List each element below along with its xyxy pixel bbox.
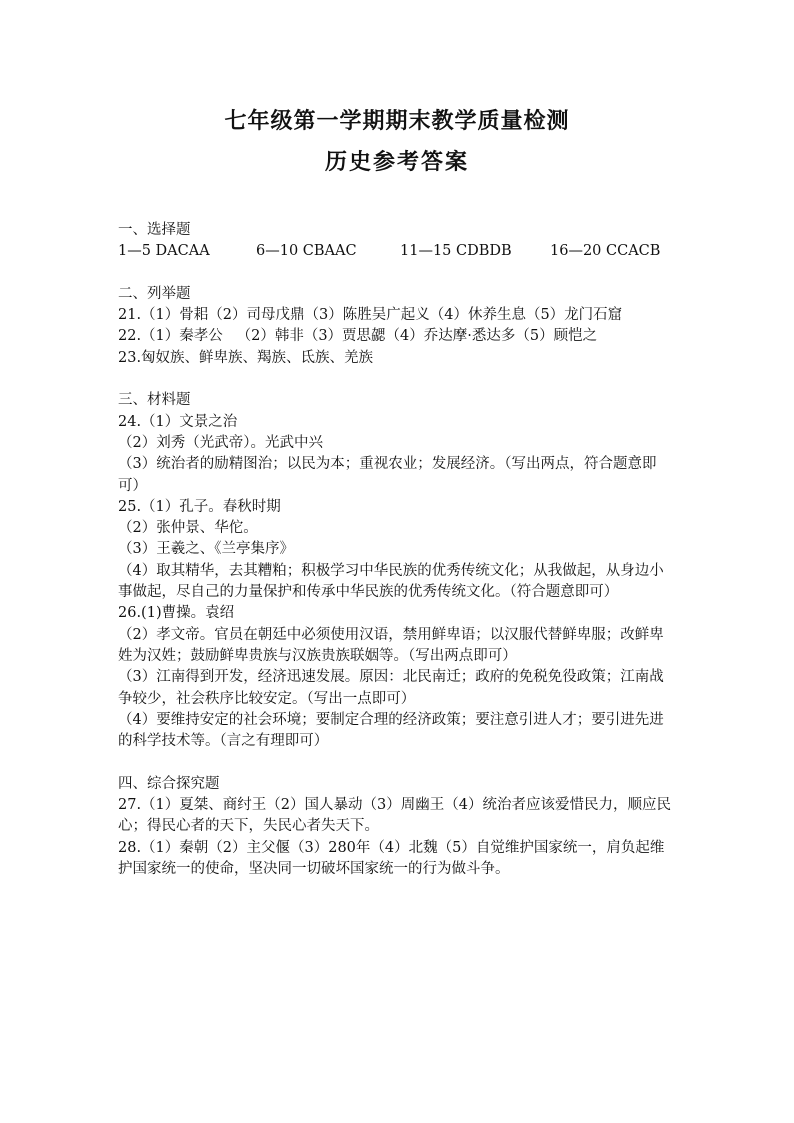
choice-answers-row [118,241,678,262]
answer-body [118,220,678,880]
choice-group-1: 1—5 DACAA [118,243,210,260]
answer-q28: 28.（1）秦朝（2）主父偃（3）280年（4）北魏（5）自觉维护国家统一，肩负起维护国家统一的使命，坚决同一切破坏国家统一的行为做斗争。 [118,839,665,877]
choice-group-4: 16—20 CCACB [550,243,661,260]
document-title: 七年级第一学期期末教学质量检测 [224,108,570,134]
answer-q24-part2: （2）刘秀（光武帝）。光武中兴 [118,434,323,451]
section-heading-material: 三、材料题 [118,392,191,409]
answer-q26-part2: （2）孝文帝。官员在朝廷中必须使用汉语，禁用鲜卑语；以汉服代替鲜卑服；改鲜卑姓为汉姓；鼓励鲜卑贵族与汉族贵族联姻等。（写出两点即可） [118,626,664,664]
answer-q25-part1: 25.（1）孔子。春秋时期 [118,498,281,515]
section-heading-list: 二、列举题 [118,285,191,302]
document-subtitle: 历史参考答案 [324,149,469,175]
section-heading-inquiry: 四、综合探究题 [118,775,220,792]
answer-q26-part3: （3）江南得到开发，经济迅速发展。原因：北民南迁；政府的免税免役政策；江南战争较少，社会秩序比较安定。（写出一点即可） [118,669,664,707]
answer-q26-part4: （4）要维持安定的社会环境；要制定合理的经济政策；要注意引进人才；要引进先进的科学技术等。（言之有理即可） [118,711,664,750]
answer-q26-part1: 26.(1)曹操。袁绍 [118,605,235,622]
answer-q22: 22.（1）秦孝公 （2）韩非（3）贾思勰（4）乔达摩·悉达多（5）顾恺之 [118,328,598,345]
choice-group-3: 11—15 CDBDB [400,243,512,260]
answer-q25-part3: （3）王羲之、《兰亭集序》 [118,541,294,558]
section-heading-choice: 一、选择题 [118,222,191,238]
choice-group-2: 6—10 CBAAC [256,243,357,260]
answer-q24-part3: （3）统治者的励精图治；以民为本；重视农业；发展经济。（写出两点，符合题意即可） [118,456,657,494]
answer-q27: 27.（1）夏桀、商纣王（2）国人暴动（3）周幽王（4）统治者应该爱惜民力，顺应民心；得民心者的天下，失民心者失天下。 [118,797,671,835]
answer-q25-part4: （4）取其精华，去其糟粕；积极学习中华民族的优秀传统文化；从我做起，从身边小事做起，尽自己的力量保护和传承中华民族的优秀传统文化。（符合题意即可） [118,562,664,601]
answer-q23: 23.匈奴族、鲜卑族、羯族、氐族、羌族 [118,349,374,366]
answer-q21: 21.（1）骨耜（2）司母戊鼎（3）陈胜吴广起义（4）休养生息（5）龙门石窟 [118,307,623,324]
answer-q25-part2: （2）张仲景、华佗。 [118,520,258,537]
answer-q24-part1: 24.（1）文景之治 [118,413,238,430]
